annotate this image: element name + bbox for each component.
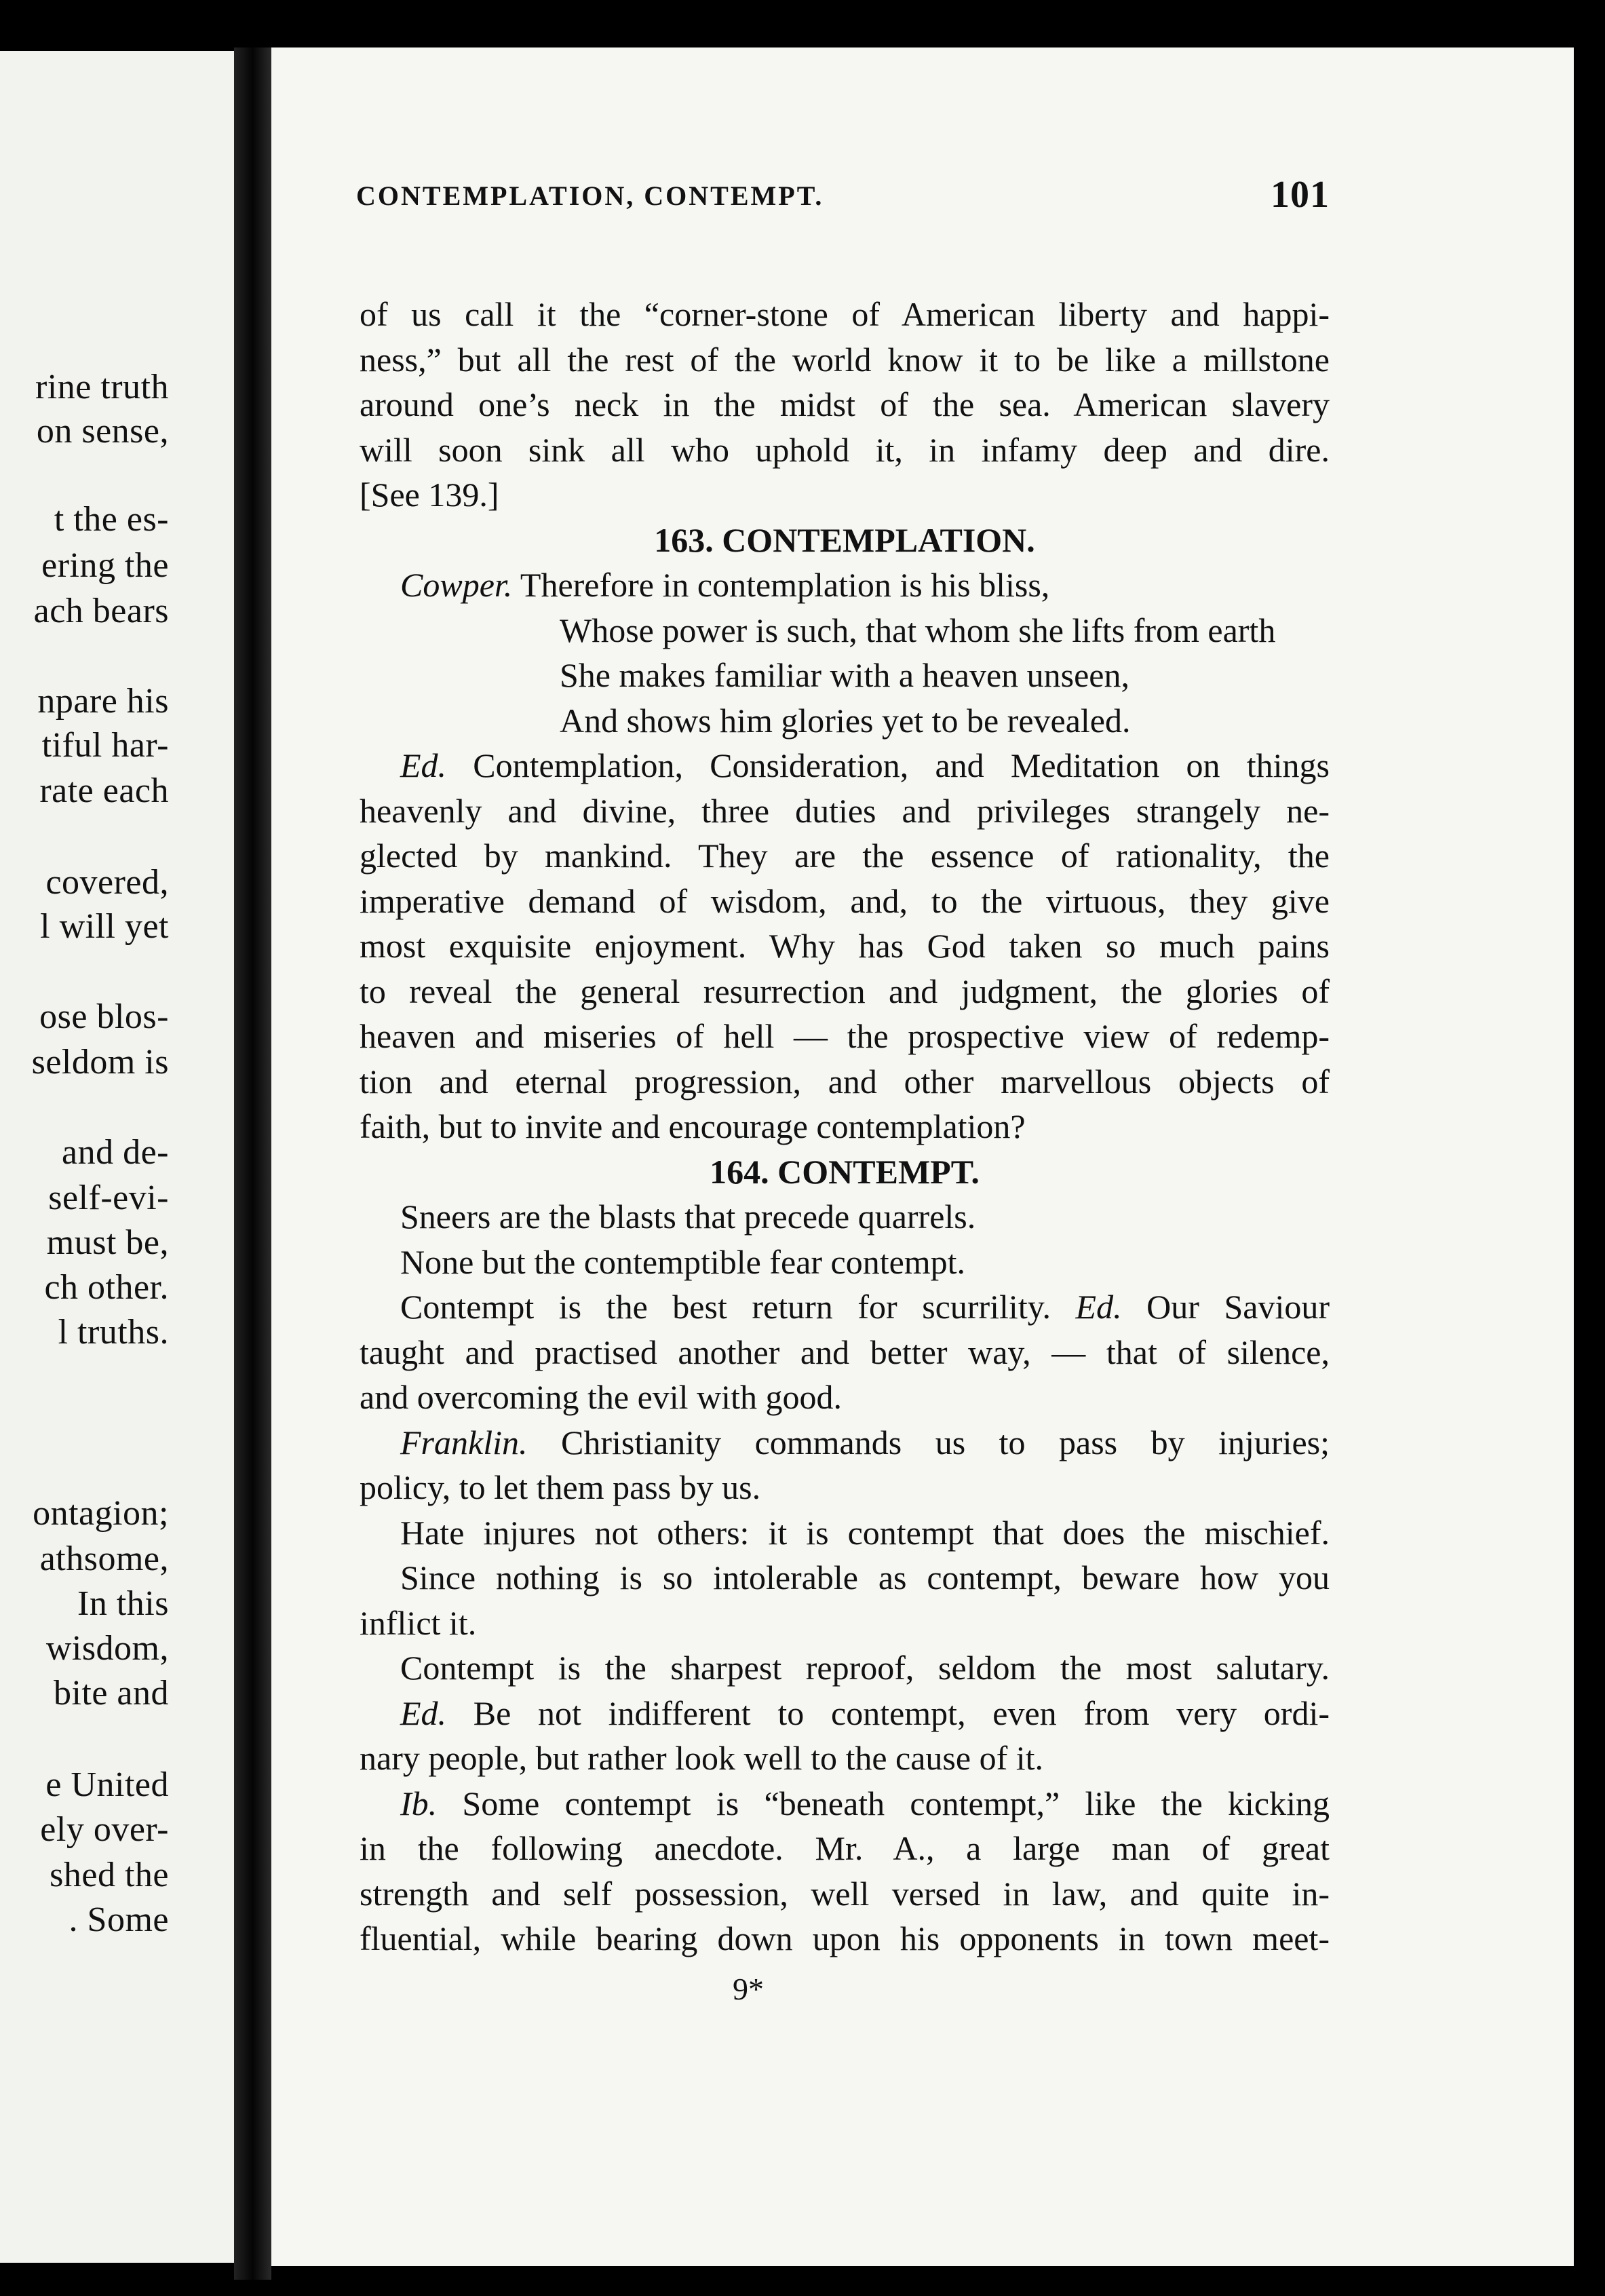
left-page-text-fragment: ose blos- [39,997,169,1036]
left-page-text-fragment: must be, [46,1223,169,1262]
page-number: 101 [1271,174,1330,216]
line-text: heavenly and divine, three duties and privileges strangely ne- [360,791,1330,830]
line-text: ness,” but all the rest of the world know it to be like a millstone [360,340,1330,379]
line-text: around one’s neck in the midst of the sea. American slavery [360,385,1330,423]
text-line [360,879,1330,924]
line-text: Therefore in contemplation is his bliss, [512,566,1050,604]
left-page-text-fragment: self-evi- [48,1179,169,1217]
line-text: Our Saviour [1121,1288,1330,1326]
speaker-attribution: Ed. [1075,1288,1122,1326]
left-page-text-fragment: wisdom, [45,1629,169,1668]
line-text: Contempt is the best return for scurrility. [400,1288,1076,1326]
line-text: Be not indifferent to contempt, even from very ordi- [446,1694,1330,1732]
left-page-text-fragment: rate each [39,771,169,810]
line-text: inflict it. [360,1603,477,1642]
line-text: And shows him glories yet to be revealed. [560,701,1131,740]
line-text: She makes familiar with a heaven unseen, [560,656,1129,694]
line-text: Since nothing is so intolerable as contempt, beware how you [400,1558,1330,1596]
line-text: fluential, while bearing down upon his opponents in town meet- [360,1919,1330,1957]
line-text: of us call it the “corner-stone of American liberty and happi- [360,295,1330,333]
text-line [360,1465,1330,1510]
left-page-text-fragment: athsome, [39,1539,169,1578]
text-line [360,1104,1330,1149]
left-page-text-fragment: seldom is [31,1043,169,1082]
left-page-text-fragment: rine truth [35,368,169,406]
text-line [360,608,1330,653]
left-page-text-fragment: e United [45,1765,169,1804]
line-text: Contemplation, Consideration, and Meditation on things [446,746,1330,784]
left-page-text-fragment: ach bears [33,592,169,630]
text-line [360,743,1330,788]
line-text: 164. CONTEMPT. [710,1152,980,1191]
text-line [360,1194,1330,1240]
text-line [360,1691,1330,1736]
text-line [360,969,1330,1014]
text-line [360,292,1330,337]
text-line [360,1510,1330,1556]
text-line [360,1916,1330,1962]
line-text: in the following anecdote. Mr. A., a large man of great [360,1829,1330,1867]
text-line [360,427,1330,473]
text-line [360,472,1330,518]
text-line [360,1826,1330,1871]
page-body [360,292,1330,1962]
left-page-text-fragment: ontagion; [33,1494,169,1533]
text-line [360,382,1330,427]
text-line [360,1871,1330,1917]
text-line [360,1240,1330,1285]
text-line [360,1284,1330,1330]
line-text: tion and eternal progression, and other marvellous objects of [360,1062,1330,1101]
speaker-attribution: Ed. [400,1694,447,1732]
text-line [360,1601,1330,1646]
line-text: Some contempt is “beneath contempt,” like the kicking [437,1784,1330,1822]
left-page-text-fragment: t the es- [54,500,169,539]
text-line [360,1555,1330,1601]
line-text: policy, to let them pass by us. [360,1468,761,1506]
left-page-text-fragment: In this [77,1584,169,1623]
text-line [360,698,1330,744]
text-line [360,518,1330,563]
left-page-text-fragment: . Some [69,1900,169,1939]
page-edge [1574,47,1605,2287]
speaker-attribution: Ed. [400,746,447,784]
left-page-text-fragment: npare his [37,682,169,721]
text-line [360,833,1330,879]
line-text: Contempt is the sharpest reproof, seldom the most salutary. [400,1649,1330,1687]
left-page-text-fragment: ely over- [40,1810,169,1849]
text-line [360,1736,1330,1781]
text-line [360,1330,1330,1375]
text-line [360,1014,1330,1059]
left-page-text-fragment: l truths. [58,1313,169,1352]
text-line [360,1781,1330,1826]
line-text: and overcoming the evil with good. [360,1378,842,1416]
line-text: Christianity commands us to pass by injuries; [527,1423,1330,1461]
line-text: to reveal the general resurrection and judgment, the glories of [360,972,1330,1010]
line-text: Hate injures not others: it is contempt that does the mischief. [400,1513,1330,1552]
line-text: 163. CONTEMPLATION. [654,520,1035,559]
left-page-text-fragment: l will yet [40,907,169,946]
line-text: Sneers are the blasts that precede quarrels. [400,1198,976,1236]
line-text: Whose power is such, that whom she lifts from earth [560,611,1276,649]
line-text: strength and self possession, well versed in law, and quite in- [360,1874,1330,1913]
left-page-fragment [0,51,234,2263]
text-line [360,562,1330,608]
left-page-text-fragment: on sense, [36,412,169,451]
line-text: heaven and miseries of hell — the prospective view of redemp- [360,1017,1330,1055]
text-line [360,788,1330,834]
text-line [360,1420,1330,1466]
signature-mark: 9* [733,1972,764,2006]
line-text: most exquisite enjoyment. Why has God taken so much pains [360,927,1330,965]
text-line [360,653,1330,698]
left-page-text-fragment: bite and [53,1674,169,1713]
running-head: CONTEMPLATION, CONTEMPT. [356,180,824,211]
line-text: [See 139.] [360,476,499,514]
line-text: None but the contemptible fear contempt. [400,1242,966,1281]
left-page-text-fragment: tiful har- [41,726,169,765]
speaker-attribution: Ib. [400,1784,438,1822]
line-text: will soon sink all who uphold it, in infamy deep and dire. [360,430,1330,469]
speaker-attribution: Franklin. [400,1423,528,1461]
line-text: nary people, but rather look well to the cause of it. [360,1739,1044,1777]
line-text: faith, but to invite and encourage contemplation? [360,1107,1026,1145]
text-line [360,337,1330,383]
text-line [360,1149,1330,1195]
left-page-text-fragment: and de- [62,1133,169,1172]
left-page-text-fragment: shed the [50,1856,169,1894]
left-page-text-fragment: covered, [45,863,169,902]
line-text: glected by mankind. They are the essence of rationality, the [360,837,1330,875]
text-line [360,923,1330,969]
text-line [360,1059,1330,1105]
text-line [360,1645,1330,1691]
speaker-attribution: Cowper. [400,566,513,604]
left-page-text-fragment: ch other. [44,1268,169,1307]
line-text: imperative demand of wisdom, and, to the virtuous, they give [360,881,1330,920]
book-gutter [234,47,271,2280]
left-page-text-fragment: ering the [41,546,169,585]
text-line [360,1375,1330,1420]
line-text: taught and practised another and better way, — that of silence, [360,1333,1330,1371]
